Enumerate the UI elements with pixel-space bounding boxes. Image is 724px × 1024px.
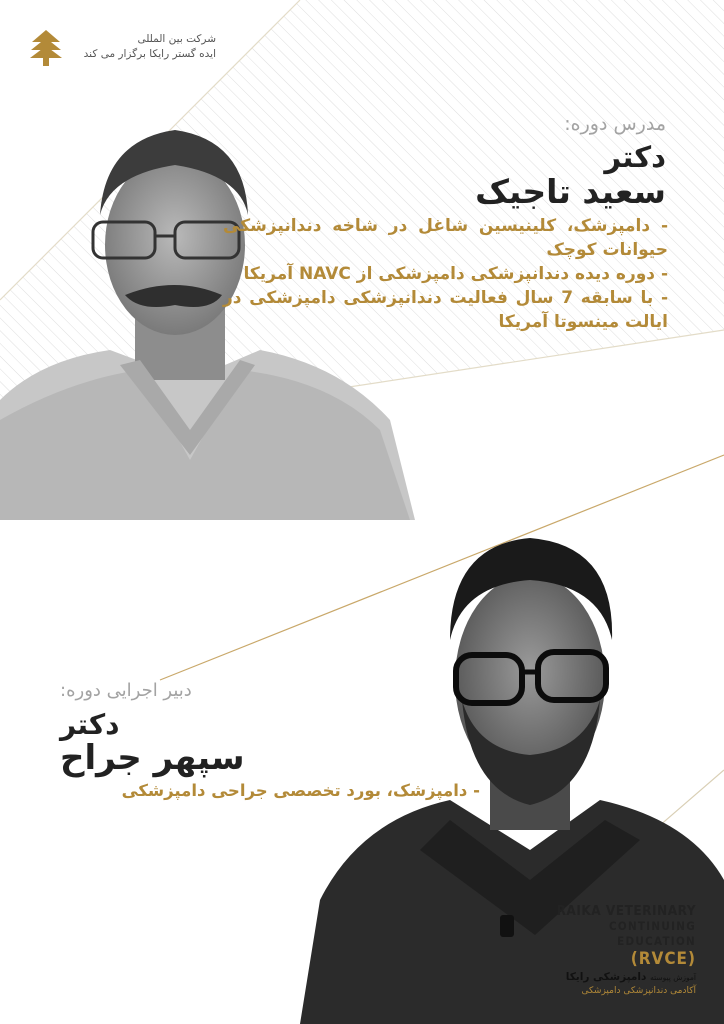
secretary-label: دبیر اجرایی دوره: (60, 680, 192, 701)
teacher-name: سعید تاجیک (475, 172, 666, 211)
company-logo (30, 28, 220, 70)
brand-en-line-1: RAIKA VETERINARY (556, 903, 696, 919)
logo-line-1: شرکت بین المللی (137, 33, 216, 45)
teacher-bio-line: - با سابقه 7 سال فعالیت دندانپزشکی دامپزشکی در ایالت مینسوتا آمریکا (223, 288, 669, 332)
teacher-label: مدرس دوره: (564, 113, 666, 135)
teacher-title: دکتر (604, 140, 666, 174)
logo-line-2: ایده گستر رایکا برگزار می کند (83, 48, 216, 60)
secretary-name: سپهر جراح (60, 738, 245, 778)
teacher-bio-line: - دوره دیده دندانپزشکی دامپزشکی از NAVC آمریکا (243, 264, 668, 284)
secretary-bio: - دامپزشک، بورد تخصصی جراحی دامپزشکی (121, 781, 480, 800)
brand-acronym: (RVCE) (630, 949, 696, 969)
brand-fa-main: دامپزشکی رایکا (565, 971, 647, 983)
brand-en-line-2: CONTINUING EDUCATION (608, 919, 696, 948)
teacher-bio (223, 214, 668, 334)
brand-fa-line-1 (536, 971, 696, 983)
secretary-title: دکتر (60, 708, 120, 741)
brand-fa-line-2: آکادمی دندانپزشکی دامپزشکی (581, 986, 696, 996)
teacher-bio-line: - دامپزشک، کلینیسین شاغل در شاخه دندانپزشکی حیوانات کوچک (223, 216, 668, 260)
tree-logo-icon (30, 28, 62, 68)
brand-block (536, 904, 696, 996)
brand-fa-prefix: آموزش پیوسته (650, 973, 696, 982)
